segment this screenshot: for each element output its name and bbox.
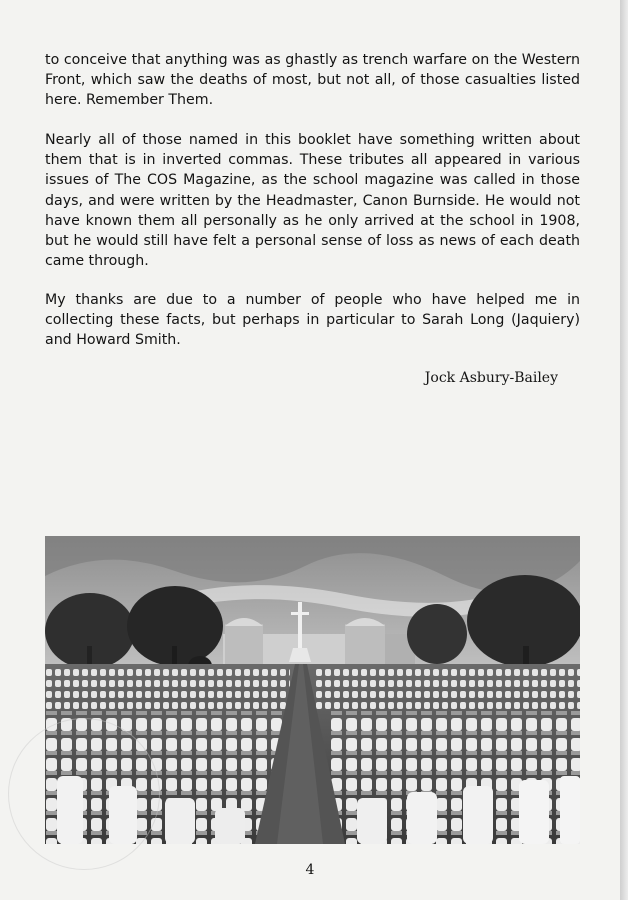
- page-edge: [620, 0, 628, 900]
- faint-stamp-circle: [8, 718, 160, 870]
- page-number: 4: [305, 862, 315, 878]
- author-signature: Jock Asbury-Bailey: [424, 370, 558, 386]
- paragraph-tributes: Nearly all of those named in this booklet have something written about them that is in inverted commas. These tributes all appeared in various issues of The COS Magazine, as the school magazine was called in those days, and were written by the Headmaster, Canon Burnside. He would not have known them all personally as he only arrived at the school in 1908, but he would still have felt a personal sense of loss as news of each death came through.: [45, 132, 580, 270]
- paragraph-remember-them: to conceive that anything was as ghastly as trench warfare on the Western Front, which saw the deaths of most, but not all, of those casualties listed here. Remember Them.: [45, 52, 580, 109]
- paragraph-acknowledgements: My thanks are due to a number of people who have helped me in collecting these facts, but perhaps in particular to Sarah Long (Jaquiery) and Howard Smith.: [45, 292, 580, 349]
